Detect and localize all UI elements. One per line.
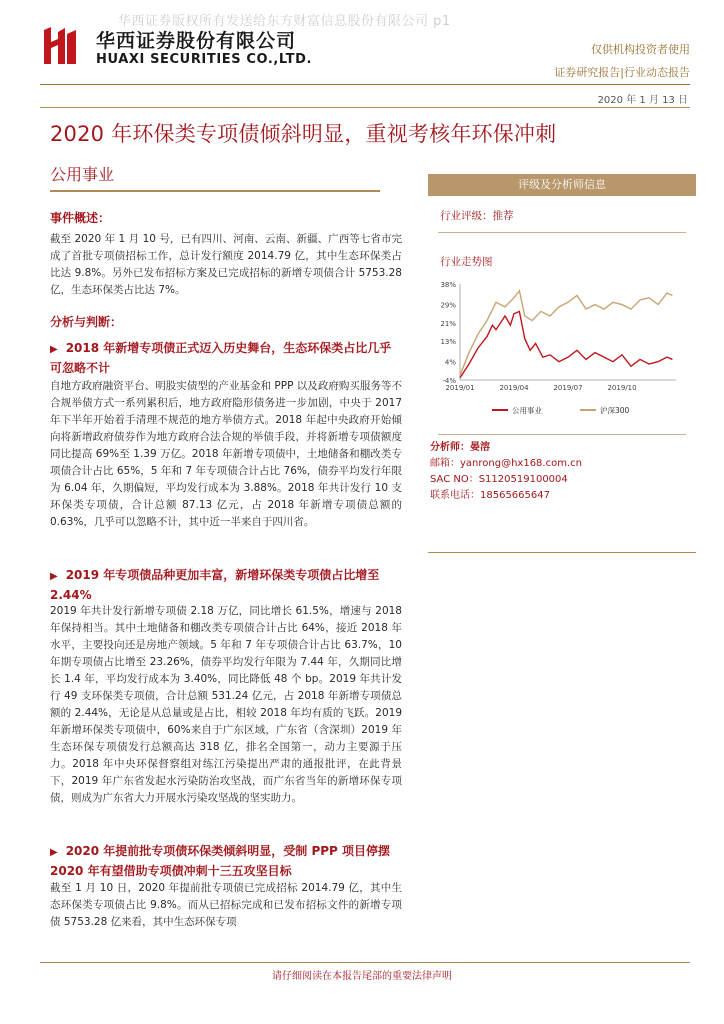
rating-sidebar xyxy=(428,174,696,553)
analyst-email[interactable]: 邮箱：yanrong@hx168.com.cn xyxy=(430,458,582,469)
bullet-triangle-icon: ▶ xyxy=(50,847,58,858)
series-line-公用事业 xyxy=(460,311,672,377)
footer-divider xyxy=(40,962,690,963)
bullet-2018-title: 2018 年新增专项债正式迈入历史舞台，生态环保类占比几乎可忽略不计 xyxy=(50,341,392,375)
bullet-2019-title: 2019 年专项债品种更加丰富，新增环保类专项债占比增至 2.44% xyxy=(50,568,380,602)
sidebar-header: 评级及分析师信息 xyxy=(428,174,696,196)
bullet-2020-text: 截至 1 月 10 日，2020 年提前批专项债已完成招标 2014.79 亿，其中生态环保类专项债占比 9.8%。而从已招标完成和已发布招标文件的新增专项债 5753.28 亿来看，其中生态环保专项 xyxy=(50,882,402,928)
bullet-2020 xyxy=(50,842,402,881)
industry-underline xyxy=(50,190,380,192)
sidebar-divider xyxy=(438,232,686,233)
header-divider xyxy=(40,84,690,85)
x-tick-label: 2019/01 xyxy=(445,384,475,392)
event-overview-text: 截至 2020 年 1 月 10 号，已有四川、河南、云南、新疆、广西等七省市完成了首批专项债招标工作，总计发行额度 2014.79 亿，其中生态环保类占比达 9.8%。另外已发布招标方案及已完成招标的新增专项债合计 5753.28 亿，生态环保类占比达 7%。 xyxy=(50,233,402,296)
bullet-triangle-icon: ▶ xyxy=(50,571,58,582)
analyst-name: 分析师：晏溶 xyxy=(430,442,490,453)
bullet-triangle-icon: ▶ xyxy=(50,344,58,355)
bullet-2018-text: 自地方政府融资平台、明股实债型的产业基金和 PPP 以及政府购买服务等不合规举债方式一系列累积后，地方政府隐形债务进一步加剧，中央于 2017 年下半年开始着手清理不规范的地方举债方式。2018 年起中央政府开始倾向将新增政府债券作为地方政府合法合规的举债手段，并将新增专项债额度同比提高 69%至 1.39 万亿。2018 年新增专项债中，土地储备和棚改类专项债合计占比 65%，5 年和 7 年专项债合计占比 76%，债券平均发行年限为 6.04 年，久期偏短，平均发行成本为 3.88%。2018 年共计发行 10 支环保类专项债，合计总额 87.13 亿元，占 2018 年新增专项债总额的 0.63%，几乎可以忽略不计，其中近一半来自于四川省。 xyxy=(50,380,402,528)
x-tick-label: 2019/07 xyxy=(553,384,583,392)
y-tick-label: 4% xyxy=(444,358,456,367)
series-line-沪深300 xyxy=(460,291,672,376)
event-overview-heading: 事件概述： xyxy=(50,211,111,225)
y-tick-label: 29% xyxy=(440,301,456,310)
bullet-2020-title: 2020 年提前批专项债环保类倾斜明显，受制 PPP 项目停摆 2020 年有望借助专项债冲刺十三五攻坚目标 xyxy=(50,844,391,878)
bullet-2019 xyxy=(50,566,402,605)
x-tick-label: 2019/04 xyxy=(499,384,529,392)
report-title: 2020 年环保类专项债倾斜明显，重视考核年环保冲刺 xyxy=(50,122,557,146)
analyst-phone: 联系电话：18565665647 xyxy=(430,490,550,501)
x-tick-label: 2019/10 xyxy=(607,384,637,392)
legend-label: 沪深300 xyxy=(600,406,630,415)
report-date: 2020 年 1 月 13 日 xyxy=(597,95,688,106)
huaxi-logo-icon xyxy=(40,24,80,68)
trend-chart-title: 行业走势图 xyxy=(440,256,493,268)
y-tick-label: 13% xyxy=(440,338,456,347)
sidebar-divider xyxy=(438,434,686,435)
report-type-tag: 证券研究报告|行业动态报告 xyxy=(554,66,690,79)
y-tick-label: 38% xyxy=(440,281,456,289)
audience-tag: 仅供机构投资者使用 xyxy=(591,43,690,56)
industry-name: 公用事业 xyxy=(50,165,115,184)
analysis-heading: 分析与判断： xyxy=(50,315,123,329)
bullet-2019-text: 2019 年共计发行新增专项债 2.18 万亿，同比增长 61.5%，增速与 2018 年保持相当。其中土地储备和棚改类专项债合计占比 64%，接近 2018 年水平，主要投向还是房地产领域。5 年和 7 年专项债合计占比 63.7%，10 年期专项债占比增至 23.26%，债券平均发行年限为 7.44 年，久期同比增长 1.4 年，平均发行成本为 3.40%，同比降低 48 个 bp。2019 年共计发行 49 支环保类专项债，合计总额 531.24 亿元，占 2018 年新增专项债总额的 2.44%，无论是从总量或是占比，相较 2018 年均有质的飞跃。2019 年新增环保类专项债中，60%来自于广东区域，广东省（含深圳）2019 年生态环保专项债发行总额高达 318 亿，排名全国第一，动力主要源于压力。2018 年中央环保督察组对练江污染提出严肃的通报批评，在此背景下，2019 年广东省发起水污染防治攻坚战，而广东省当年的新增环保专项债，则成为广东省大力开展水污染攻坚战的坚实助力。 xyxy=(50,605,402,804)
trend-chart xyxy=(432,274,688,424)
bullet-2018 xyxy=(50,339,402,378)
watermark-text: 华西证券版权所有发送给东方财富信息股份有限公司 p1 xyxy=(118,14,451,29)
y-tick-label: -4% xyxy=(442,377,456,385)
analyst-sac: SAC NO：S1120519100004 xyxy=(430,474,568,485)
industry-rating: 行业评级：推荐 xyxy=(440,210,514,222)
y-tick-label: 21% xyxy=(440,319,456,328)
header-divider-secondary xyxy=(40,107,690,108)
legal-notice: 请仔细阅读在本报告尾部的重要法律声明 xyxy=(272,971,452,982)
company-name-cn: 华西证券股份有限公司 xyxy=(96,30,297,52)
legend-label: 公用事业 xyxy=(512,406,542,415)
company-name-en: HUAXI SECURITIES CO.,LTD. xyxy=(96,52,313,67)
